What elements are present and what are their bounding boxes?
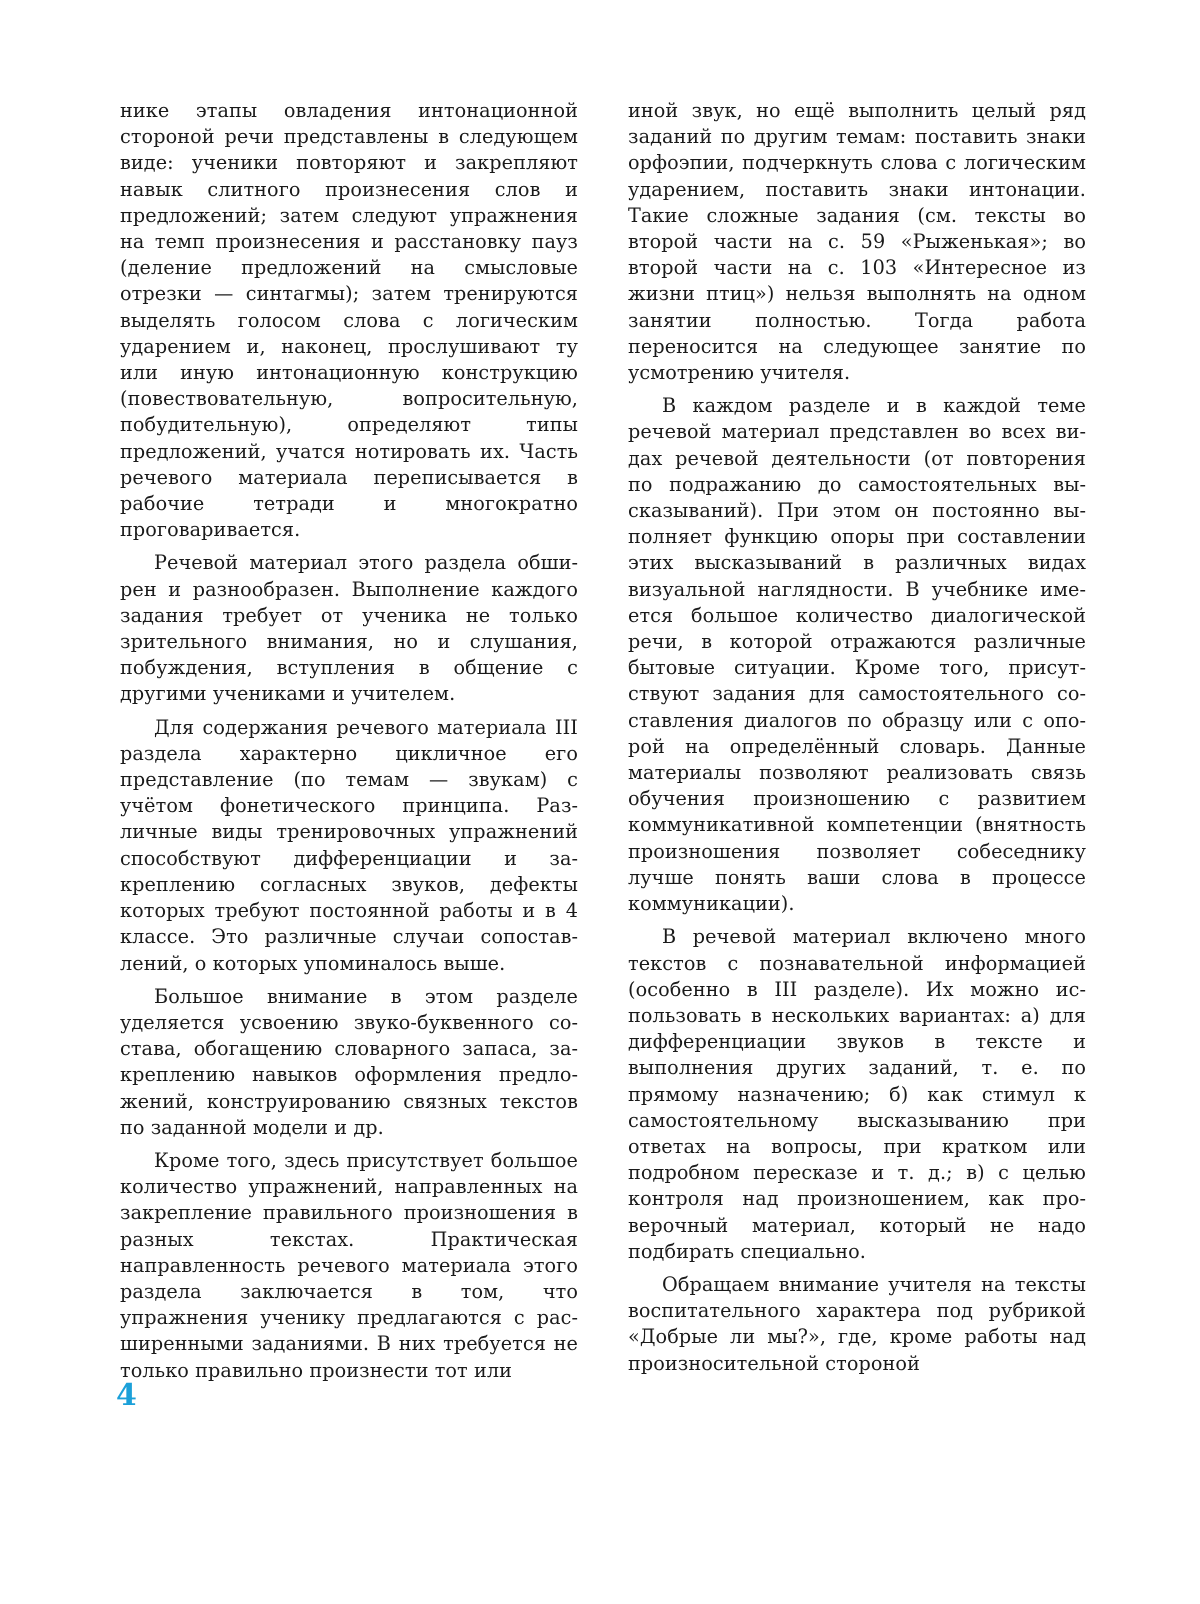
page-number: 4: [116, 1378, 137, 1413]
left-column: [120, 98, 578, 1384]
paragraph: Большое внимание в этом разделе уделяется усвоению звуко-буквенного состава, обогащению словарного запаса, закреплению навыков оформления предложений, конструированию связных текстов по заданной модели и др.: [120, 984, 578, 1139]
paragraph: Для содержания речевого материала III раздела характерно цикличное его представление (по темам — звукам) с учётом фонетического принципа. Различные виды тренировочных упражнений способствуют дифференциации и закреплению согласных звуков, дефекты которых требуют постоянной работы и в 4 классе. Это различные случаи сопоставлений, о которых упоминалось выше.: [120, 715, 578, 975]
paragraph: В каждом разделе и в каждой теме речевой материал представлен во всех видах речевой деятельности (от повторения по подражанию до самостоятельных высказываний). При этом он постоянно выполняет функцию опоры при составлении этих высказываний в различных видах визуальной наглядности. В учебнике имеется большое количество диалогической речи, в которой отражаются различные бытовые ситуации. Кроме того, присутствуют задания для самостоятельного составления диалогов по образцу или с опорой на определённый словарь. Данные материалы позволяют реализовать связь обучения произношению с развитием коммуникативной компетенции (внятность произношения позволяет собеседнику лучше понять ваши слова в процессе коммуникации).: [628, 394, 1086, 916]
paragraph: нике этапы овладения интонационной стороной речи представлены в следующем виде: ученики повторяют и закрепляют навык слитного произнесения слов и предложений; затем следуют упражнения на темп произнесения и расстановку пауз (деление предложений на смысловые отрезки — синтагмы); затем тренируются выделять голосом слова с логическим ударением и, наконец, прослушивают ту или иную интонационную конструкцию (повествовательную, вопросительную, побудительную), определяют типы предложений, учатся нотировать их. Часть речевого материала переписывается в рабочие тетради и многократно проговаривается.: [120, 99, 578, 542]
paragraph: Обращаем внимание учителя на тексты воспитательного характера под рубрикой «Добрые ли мы?», где, кроме работы над произносительной стороной: [628, 1272, 1086, 1375]
paragraph: Кроме того, здесь присутствует большое количество упражнений, направленных на закрепление правильного произношения в разных текстах. Практическая направленность речевого материала этого раздела заключается в том, что упражнения ученику предлагаются с расширенными заданиями. В них требуется не только правильно произнести тот или: [120, 1148, 578, 1382]
right-column: [628, 98, 1086, 1377]
paragraph: В речевой материал включено много текстов с познавательной информацией (особенно в III разделе). Их можно использовать в нескольких вариантах: а) для дифференциации звуков в тексте и выполнения других заданий, т. е. по прямому назначению; б) как стимул к самостоятельному высказыванию при ответах на вопросы, при кратком или подробном пересказе и т. д.; в) с целью контроля над произношением, как проверочный материал, который не надо подбирать специально.: [628, 925, 1086, 1263]
paragraph: Речевой материал этого раздела обширен и разнообразен. Выполнение каждого задания требует от ученика не только зрительного внимания, но и слушания, побуждения, вступления в общение с другими учениками и учителем.: [120, 551, 578, 706]
paragraph: иной звук, но ещё выполнить целый ряд заданий по другим темам: поставить знаки орфоэпии, подчеркнуть слова с логическим ударением, поставить знаки интонации. Такие сложные задания (см. тексты во второй части на с. 59 «Рыженькая»; во второй части на с. 103 «Интересное из жизни птиц») нельзя выполнять на одном занятии полностью. Тогда работа переносится на следующее занятие по усмотрению учителя.: [628, 99, 1086, 385]
